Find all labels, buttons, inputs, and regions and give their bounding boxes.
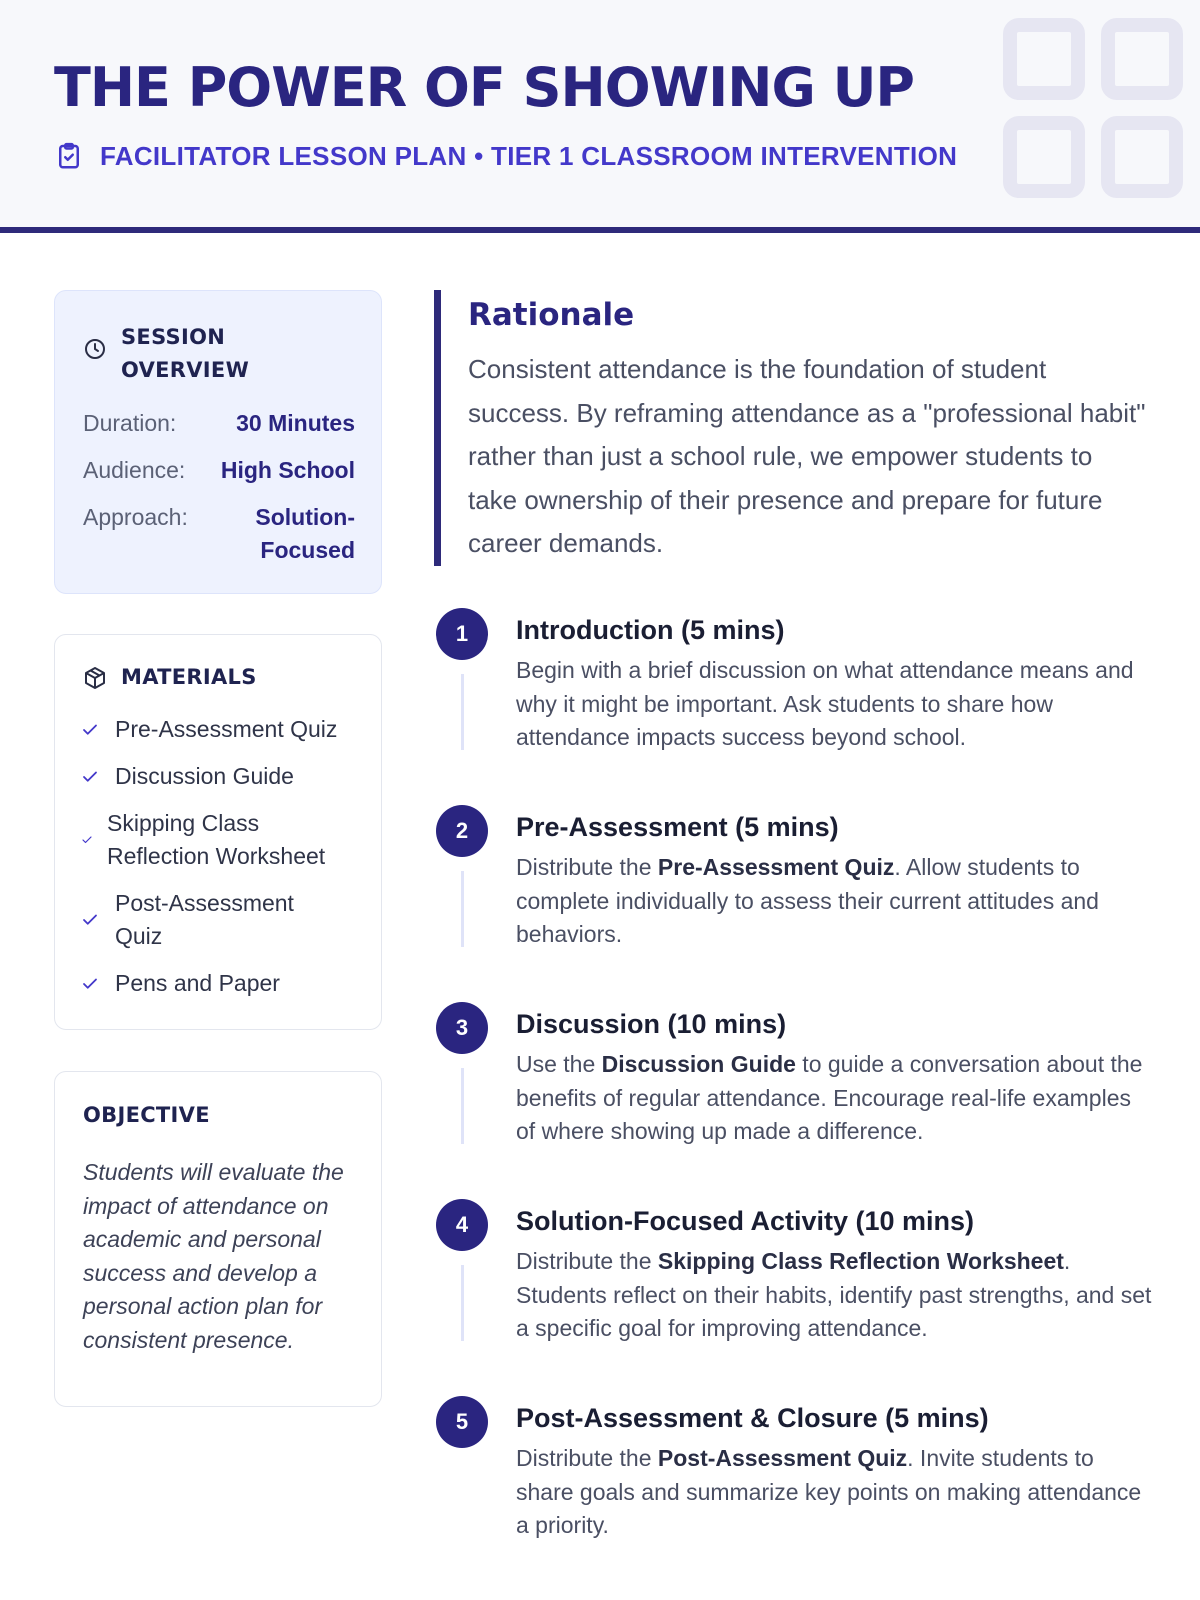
- step-title: Discussion (10 mins): [516, 1009, 787, 1039]
- rationale-body: Consistent attendance is the foundation of student success. By reframing attendance as a "professional habit" rather than just a school rule, we empower students to take ownership of their presence and prepare for future career demands.: [468, 354, 1146, 558]
- step-number-badge: 4: [436, 1199, 488, 1251]
- overview-row-duration: Duration: 30 Minutes: [83, 410, 355, 436]
- materials-list-item: Pens and Paper: [81, 967, 371, 1000]
- step-title: Introduction (5 mins): [516, 615, 785, 645]
- step-connector-line: [461, 1265, 464, 1341]
- page-header: [0, 0, 1200, 233]
- rationale-title: Rationale: [468, 297, 635, 333]
- step-title: Solution-Focused Activity (10 mins): [516, 1206, 975, 1236]
- step-number-badge: 1: [436, 608, 488, 660]
- page-subtitle: [54, 138, 957, 174]
- step-description: Distribute the Post-Assessment Quiz. Invite students to share goals and summarize key points on making attendance a priority.: [516, 1445, 1142, 1538]
- step-number-badge: 5: [436, 1396, 488, 1448]
- cube-icon: [83, 666, 107, 690]
- step-description: Distribute the Pre-Assessment Quiz. Allow students to complete individually to assess their current attitudes and behaviors.: [516, 854, 1099, 947]
- objective-heading: OBJECTIVE: [83, 1103, 210, 1127]
- materials-list-item: Skipping Class Reflection Worksheet: [81, 807, 371, 873]
- materials-card: [54, 634, 382, 1030]
- session-overview-card: [54, 290, 382, 594]
- objective-card: [54, 1071, 382, 1407]
- materials-heading: MATERIALS: [83, 661, 257, 694]
- step-description: Distribute the Skipping Class Reflection Worksheet. Students reflect on their habits, identify past strengths, and set a specific goal for improving attendance.: [516, 1248, 1152, 1341]
- step-description: Begin with a brief discussion on what attendance means and why it might be important. Ask students to share how attendance impacts success beyond school.: [516, 657, 1134, 750]
- step-connector-line: [461, 1068, 464, 1144]
- check-icon: [81, 768, 99, 786]
- clock-icon: [83, 337, 107, 361]
- check-icon: [81, 975, 99, 993]
- materials-list-item: Post-Assessment Quiz: [81, 887, 371, 953]
- clipboard-check-icon: [54, 141, 84, 171]
- check-icon: [81, 834, 93, 846]
- step-title: Post-Assessment & Closure (5 mins): [516, 1403, 989, 1433]
- check-icon: [81, 721, 99, 739]
- step-connector-line: [461, 871, 464, 947]
- step-connector-line: [461, 674, 464, 750]
- subtitle-text: FACILITATOR LESSON PLAN • TIER 1 CLASSROOM INTERVENTION: [100, 140, 958, 171]
- step-title: Pre-Assessment (5 mins): [516, 812, 839, 842]
- materials-list-item: Pre-Assessment Quiz: [81, 713, 371, 746]
- step-number-badge: 2: [436, 805, 488, 857]
- step-number-badge: 3: [436, 1002, 488, 1054]
- check-icon: [81, 911, 99, 929]
- overview-row-audience: Audience: High School: [83, 457, 355, 483]
- rationale-section: [434, 290, 1154, 566]
- materials-list-item: Discussion Guide: [81, 760, 371, 793]
- step-description: Use the Discussion Guide to guide a conversation about the benefits of regular attendance. Encourage real-life examples of where showing up made a difference.: [516, 1051, 1143, 1144]
- page-title: THE POWER OF SHOWING UP: [54, 56, 915, 119]
- session-overview-heading: SESSION OVERVIEW: [83, 321, 261, 387]
- objective-text: Students will evaluate the impact of attendance on academic and personal success and develop a personal action plan for consistent presence.: [83, 1159, 344, 1353]
- overview-row-approach: Approach: Solution-Focused: [83, 504, 355, 563]
- grid-squares-icon: [1003, 18, 1200, 218]
